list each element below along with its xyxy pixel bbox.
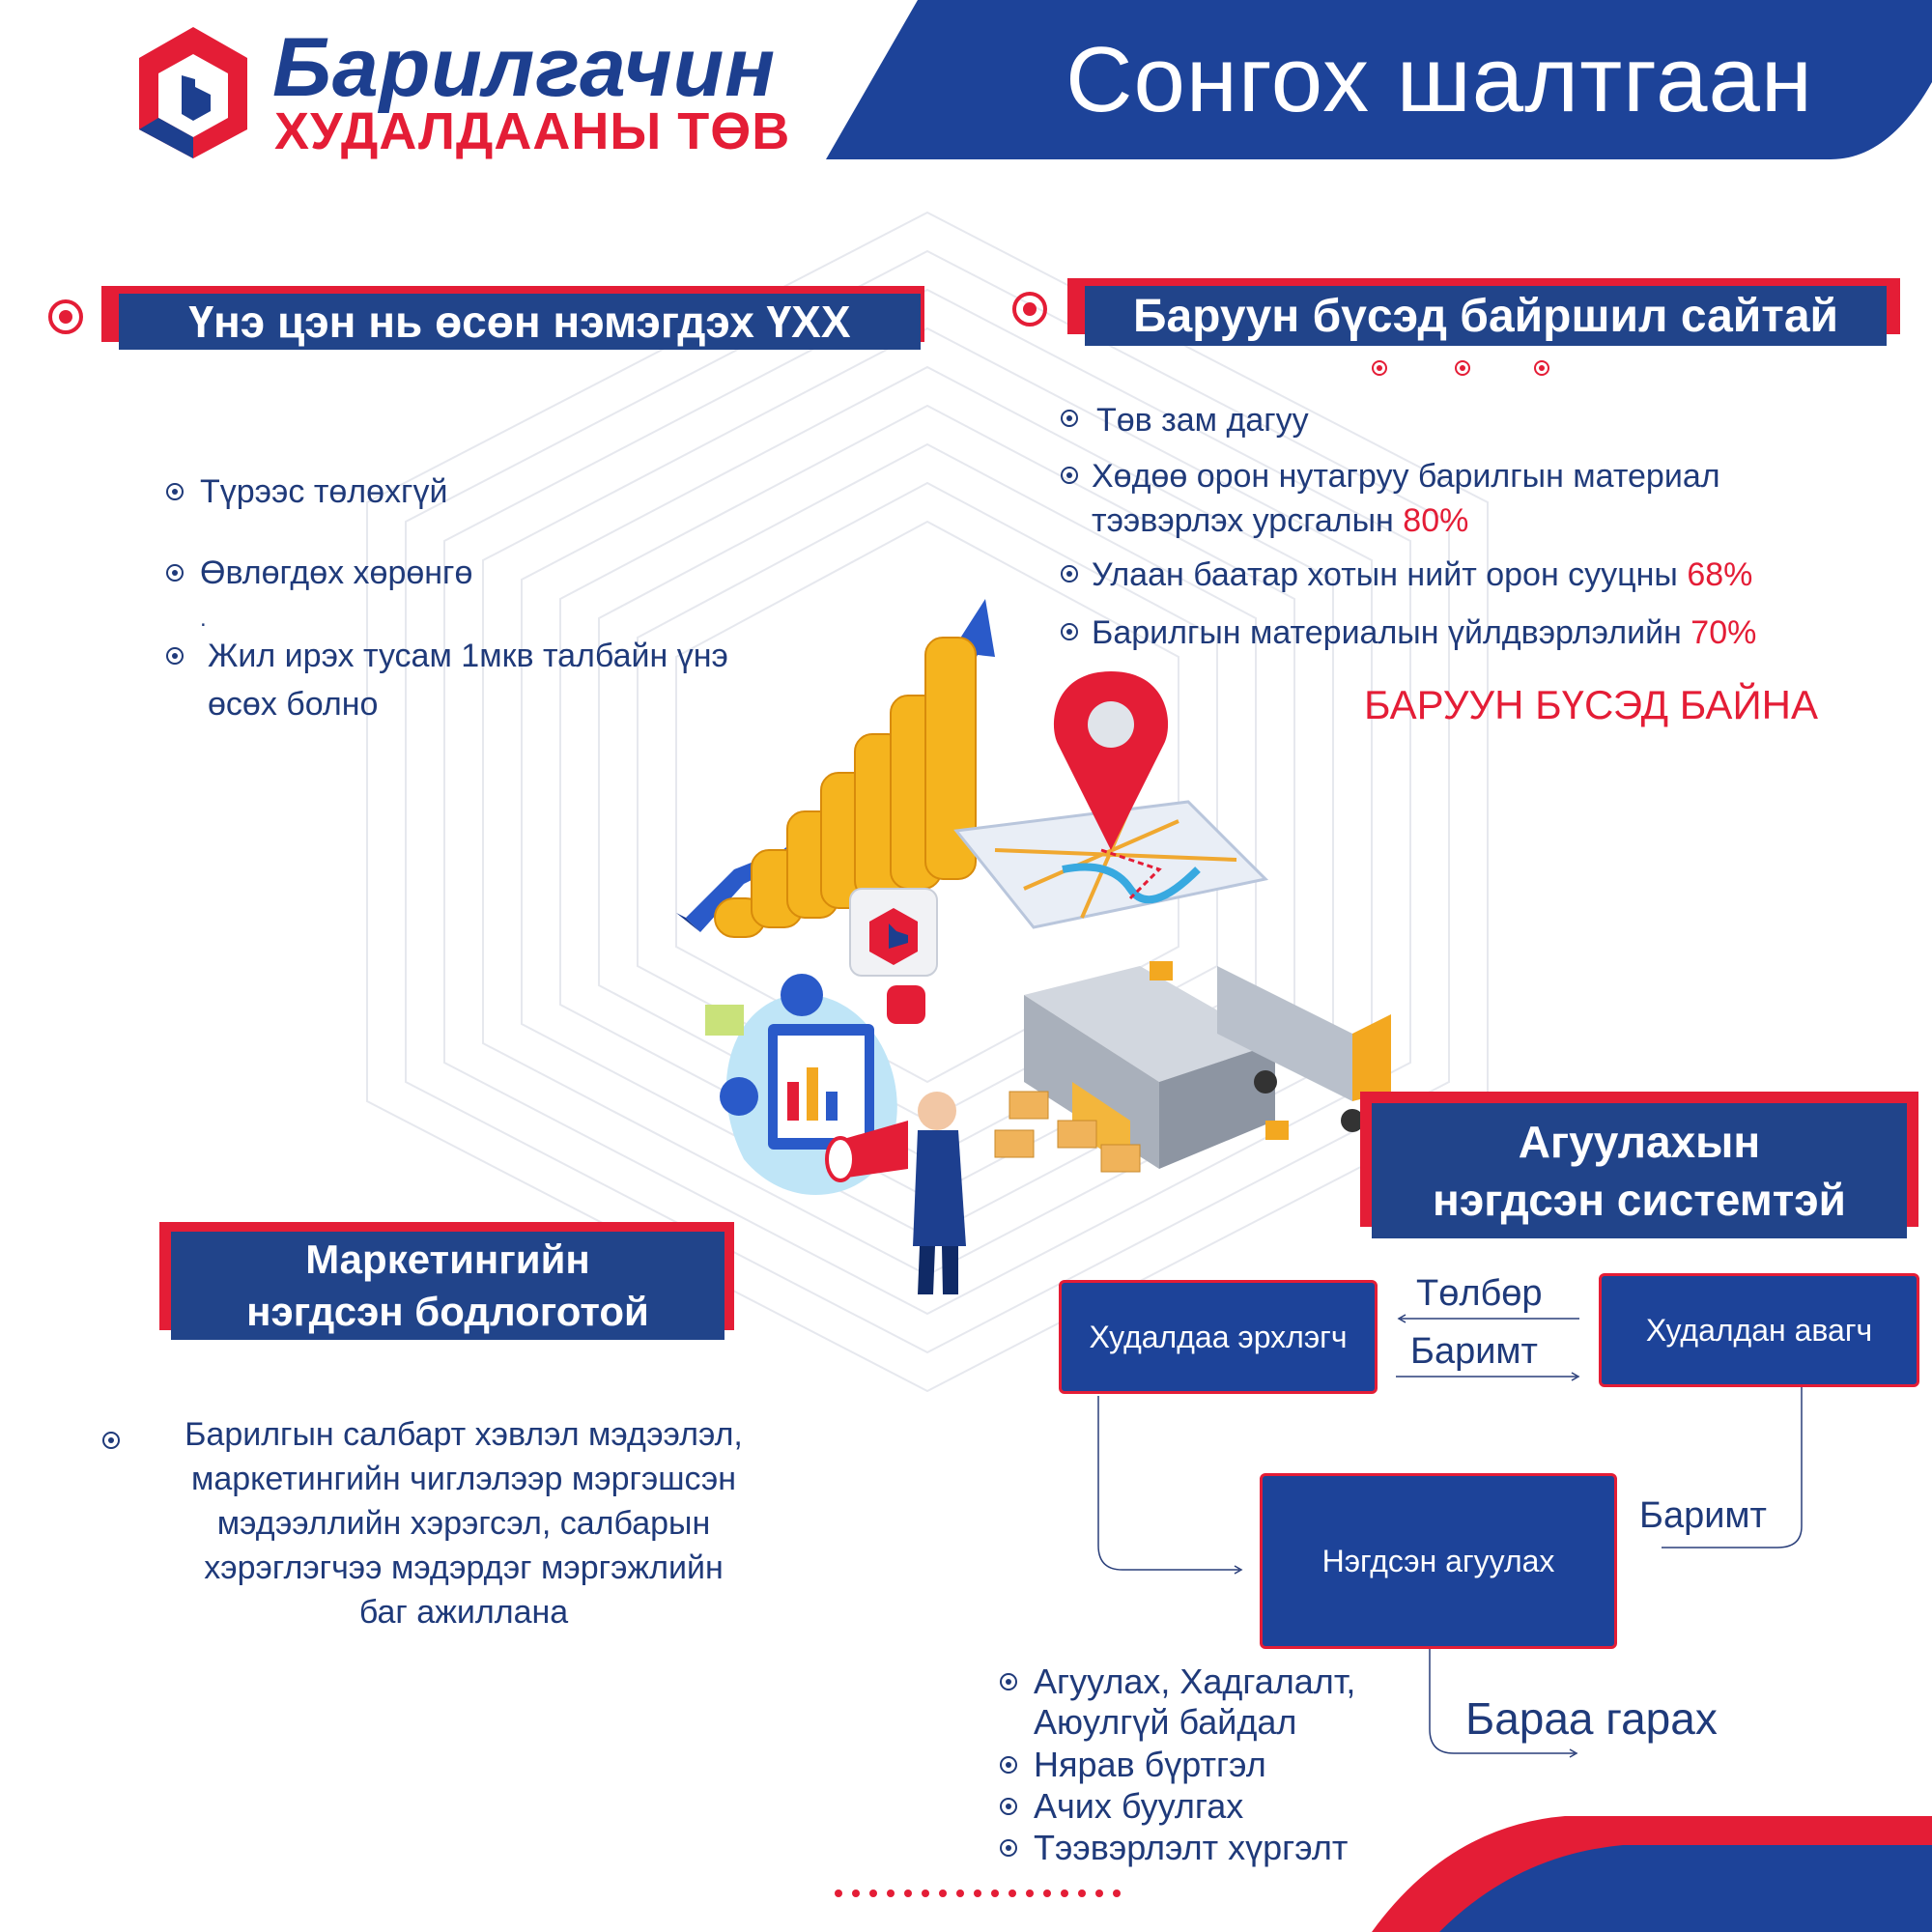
bullet-icon	[1000, 1839, 1017, 1857]
marketing-line-4: хэрэглэгчээ мэдэрдэг мэргэжлийн	[204, 1549, 724, 1586]
warehouse-bullet-2: Нярав бүртгэл	[1034, 1745, 1266, 1784]
warehouse-bullet-1: Агуулах, Хадгалалт,	[1034, 1662, 1356, 1701]
page-title: Сонгох шалтгаан	[1065, 28, 1813, 131]
location-bullet-2: Хөдөө орон нутагруу барилгын материал	[1092, 458, 1720, 495]
goods-out-label: Бараа гарах	[1465, 1693, 1718, 1744]
marketing-line-3: мэдээллийн хэрэгсэл, салбарын	[216, 1505, 711, 1542]
warehouse-title-line2: нэгдсэн системтэй	[1433, 1175, 1846, 1225]
warehouse-bullet-3: Ачих буулгах	[1034, 1786, 1244, 1826]
section-location-title: Баруун бүсэд байршил сайтай	[1085, 286, 1887, 346]
corner-decoration	[1372, 1816, 1932, 1932]
marketing-line-5: баг ажиллана	[358, 1594, 569, 1631]
value-bullet-1: Түрээс төлөхгүй	[200, 473, 448, 510]
warehouse-bullet-4: Тээвэрлэлт хүргэлт	[1034, 1828, 1349, 1867]
location-conclusion: БАРУУН БҮСЭД БАЙНА	[1364, 682, 1818, 727]
receipt-label-top: Баримт	[1410, 1331, 1538, 1372]
value-bullet-2: Өвлөгдөх хөрөнгө	[200, 554, 473, 591]
marketing-line-1: Барилгын салбарт хэвлэл мэдээлэл,	[185, 1416, 743, 1453]
warehouse-box: Нэгдсэн агуулах	[1260, 1473, 1617, 1649]
section-value-title: Үнэ цэн нь өсөн нэмэгдэх ҮХХ	[119, 294, 921, 350]
marketing-line-2: маркетингийн чиглэлээр мэргэшсэн	[190, 1461, 737, 1497]
bullet-icon	[1000, 1798, 1017, 1815]
location-bullet-1: Төв зам дагуу	[1096, 402, 1309, 439]
warehouse-bullet-1b: Аюулгүй байдал	[1034, 1702, 1297, 1742]
location-bullet-2b-text: тээвэрлэх урсгалын	[1092, 502, 1394, 539]
stray-dot: .	[200, 606, 207, 632]
pct-80: 80%	[1403, 502, 1469, 539]
receipt-label-right: Баримт	[1639, 1495, 1767, 1536]
location-bullet-4-text: Барилгын материалын үйлдвэрлэлийн	[1092, 614, 1682, 651]
location-bullet-3-text: Улаан баатар хотын нийт орон сууцны	[1092, 556, 1678, 593]
marketing-title-line1: Маркетингийн	[305, 1236, 590, 1282]
value-bullet-3: Жил ирэх тусам 1мкв талбайн үнэ	[208, 638, 728, 674]
dotted-divider	[831, 1884, 1130, 1903]
bullet-icon	[1000, 1756, 1017, 1774]
warehouse-title-line1: Агуулахын	[1518, 1117, 1761, 1167]
marketing-title-line2: нэгдсэн бодлоготой	[246, 1289, 649, 1334]
payment-label: Төлбөр	[1416, 1273, 1543, 1314]
value-bullet-3b: өсөх болно	[208, 686, 379, 723]
pct-70: 70%	[1690, 614, 1757, 651]
logo-name: Барилгачин	[272, 21, 777, 114]
seller-box: Худалдаа эрхлэгч	[1059, 1280, 1378, 1394]
pct-68: 68%	[1687, 556, 1753, 593]
logo-subtitle: ХУДАЛДААНЫ ТӨВ	[274, 102, 791, 160]
buyer-box: Худалдан авагч	[1599, 1273, 1919, 1387]
bullet-icon	[1000, 1673, 1017, 1690]
